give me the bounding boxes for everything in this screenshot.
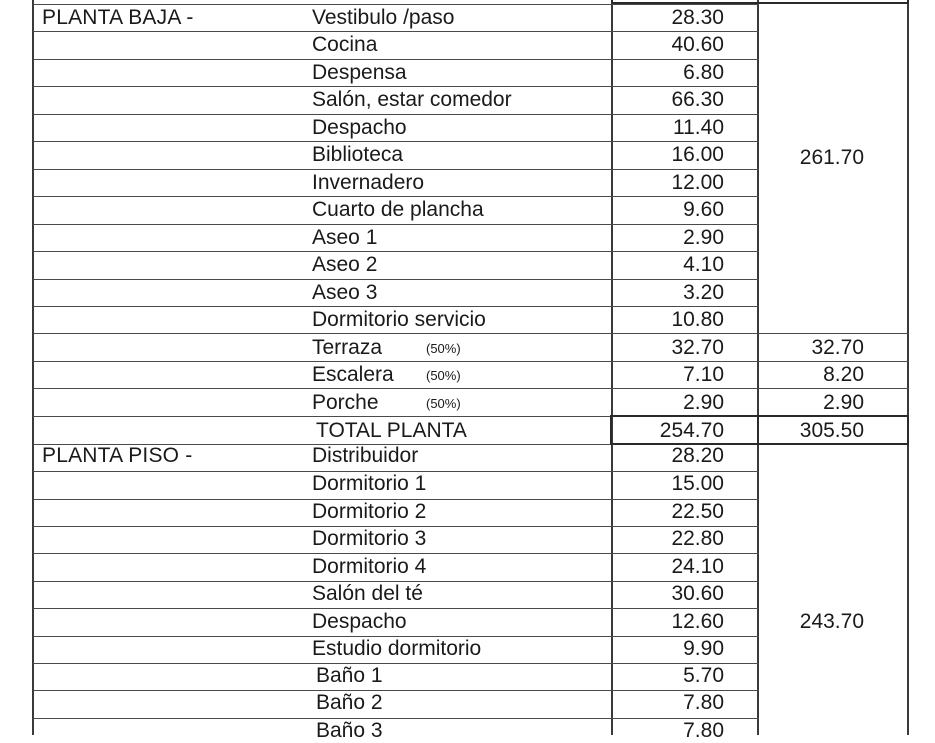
room-area: 30.60: [671, 582, 724, 605]
room-area: 16.00: [671, 143, 724, 166]
room-name: Despensa: [312, 61, 407, 84]
room-name: Dormitorio 1: [312, 472, 427, 495]
room-name: Invernadero: [312, 171, 425, 194]
room-name: Cuarto de plancha: [312, 198, 484, 221]
room-area: 28.20: [671, 444, 724, 467]
row-separator-line: [33, 388, 909, 389]
table-left-border: [32, 0, 34, 735]
room-name: Distribuidor: [312, 444, 419, 467]
room-area: 22.50: [671, 500, 724, 523]
room-area: 10.80: [671, 308, 724, 331]
row-separator-line: [33, 4, 759, 5]
room-area: 6.80: [683, 61, 724, 84]
room-name: Aseo 1: [312, 226, 378, 249]
total-planta-value: 254.70: [659, 419, 724, 442]
row-separator-line: [33, 114, 759, 115]
room-area: 24.10: [671, 555, 724, 578]
room-name: Dormitorio servicio: [312, 308, 486, 331]
percent-label: (50%): [426, 368, 461, 383]
row-separator-line: [33, 608, 759, 609]
room-name: Porche: [312, 391, 379, 414]
room-area: 12.60: [671, 610, 724, 633]
room-area: 4.10: [683, 253, 724, 276]
room-name: Aseo 3: [312, 281, 378, 304]
room-name: Salón, estar comedor: [312, 88, 512, 111]
row-separator-line: [33, 141, 759, 142]
row-separator-line: [33, 306, 759, 307]
room-name: Dormitorio 4: [312, 555, 427, 578]
room-area: 40.60: [671, 33, 724, 56]
table-right-border: [907, 0, 909, 735]
room-name: Dormitorio 3: [312, 527, 427, 550]
room-area: 22.80: [671, 527, 724, 550]
room-area: 2.90: [683, 226, 724, 249]
row-separator-line: [33, 553, 759, 554]
row-separator-line: [33, 279, 759, 280]
room-name: Baño 1: [316, 664, 383, 687]
room-name: Dormitorio 2: [312, 500, 427, 523]
room-area: 5.70: [683, 664, 724, 687]
room-area: 3.20: [683, 281, 724, 304]
room-subtotal: 2.90: [823, 391, 864, 414]
room-name: Cocina: [312, 33, 378, 56]
row-separator-line: [33, 333, 909, 334]
percent-label: (50%): [426, 341, 461, 356]
room-name: Baño 3: [316, 719, 383, 742]
section-label-planta-piso: PLANTA PISO -: [42, 444, 193, 467]
room-name: Vestibulo /paso: [312, 6, 455, 29]
row-separator-line: [33, 251, 759, 252]
room-area: 7.80: [683, 691, 724, 714]
room-subtotal: 32.70: [811, 336, 864, 359]
room-area: 9.90: [683, 637, 724, 660]
total-planta-subtotal: 305.50: [799, 419, 864, 442]
group-total-planta-piso: 243.70: [799, 610, 864, 633]
room-area: 2.90: [683, 391, 724, 414]
room-name: Terraza: [312, 336, 383, 359]
percent-label: (50%): [426, 396, 461, 411]
section-label-planta-baja: PLANTA BAJA -: [42, 6, 194, 29]
row-separator-line: [33, 224, 759, 225]
room-name: Estudio dormitorio: [312, 637, 482, 660]
room-area: 15.00: [671, 472, 724, 495]
room-area: 7.80: [683, 719, 724, 742]
room-area: 12.00: [671, 171, 724, 194]
room-area: 32.70: [671, 336, 724, 359]
value-column-right-border: [757, 0, 759, 735]
room-area: 7.10: [683, 363, 724, 386]
room-name: Despacho: [312, 116, 407, 139]
room-area: 66.30: [671, 88, 724, 111]
room-name: Baño 2: [316, 691, 383, 714]
row-separator-line: [33, 59, 759, 60]
room-name: Aseo 2: [312, 253, 378, 276]
row-separator-line: [33, 31, 759, 32]
row-separator-line: [33, 361, 909, 362]
room-area: 28.30: [671, 6, 724, 29]
room-name: Biblioteca: [312, 143, 404, 166]
row-separator-line: [33, 86, 759, 87]
room-name: Despacho: [312, 610, 407, 633]
group-total-planta-baja: 261.70: [799, 146, 864, 169]
row-separator-line: [33, 169, 759, 170]
room-name: Escalera: [312, 363, 394, 386]
room-name: Salón del té: [312, 582, 423, 605]
total-planta-label: TOTAL PLANTA: [316, 419, 467, 442]
room-area: 11.40: [673, 116, 724, 139]
row-separator-line: [33, 196, 759, 197]
room-subtotal: 8.20: [823, 363, 864, 386]
room-area: 9.60: [683, 198, 724, 221]
